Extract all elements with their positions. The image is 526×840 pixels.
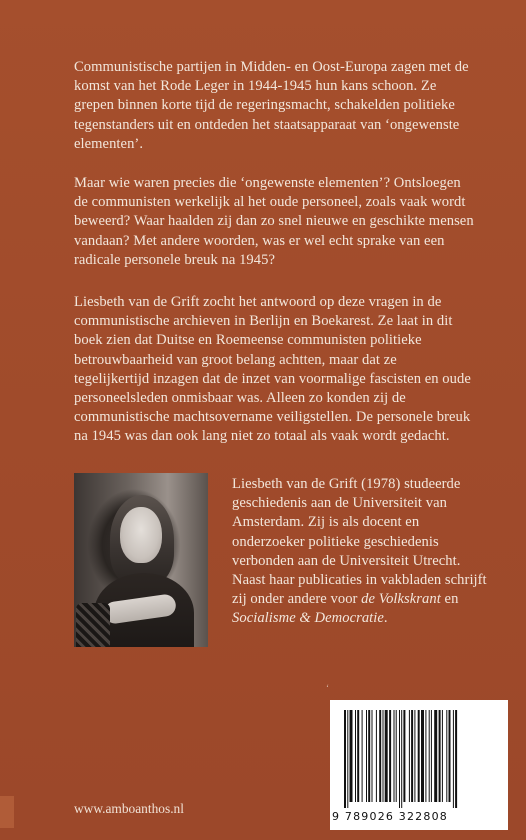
barcode-bar (399, 710, 400, 808)
barcode-bar (414, 710, 415, 802)
isbn-number: 9 789026 322808 (332, 810, 448, 823)
barcode-bar (389, 710, 391, 802)
barcode-bar (394, 710, 395, 802)
author-bio-outlet-2: Socialisme & Democratie (232, 610, 384, 627)
barcode-bar (425, 710, 426, 802)
barcode-bar (366, 710, 367, 802)
barcode-bar (431, 710, 432, 802)
decorative-mark: ‘ (326, 683, 329, 693)
author-bio (232, 475, 492, 629)
author-bio-end: . (383, 610, 388, 627)
barcode-bar (347, 710, 348, 808)
barcode-bar (439, 710, 441, 802)
blurb-paragraph-1: Communistische partijen in Midden- en Oost-Europa zagen met de komst van het Rode Leger in 1944-1945 hun kans schoon. Ze grepen binnen korte tijd de regeringsmacht, schakelden politieke tegenstanders uit en ontdeden het staatsapparaat van ‘ongewenste elementen’. (74, 59, 469, 152)
barcode-bar (455, 710, 457, 808)
blurb-paragraph-3: Liesbeth van de Grift zocht het antwoord op deze vragen in de communistische archieven in Berlijn en Boekarest. Ze laat in dit boek zien dat Duitse en Roemeense communisten politieke betrouwbaarheid van groot belang achtten, maar dat ze tegelijkertijd inzagen dat de inzet van voormalige fascisten en oude personeelsleden onmisbaar was. Alleen zo konden zij de communistische machtsovername veiligstellen. De personele breuk na 1945 was dan ook lang niet zo totaal als vaak wordt gedacht. (74, 294, 471, 445)
barcode-bar (357, 710, 359, 802)
author-photo-chair (76, 603, 110, 647)
barcode-bar (362, 710, 363, 802)
barcode-bar (442, 710, 443, 802)
author-bio-outlet-1: de Volkskrant (361, 591, 441, 608)
barcode-bar (383, 710, 384, 802)
barcode-bar (355, 710, 356, 802)
isbn-barcode (330, 700, 508, 830)
barcode-bar (453, 710, 454, 808)
barcode-bars (342, 710, 496, 808)
barcode-bar (344, 710, 346, 808)
barcode-bar (372, 710, 373, 802)
barcode-bar (434, 710, 437, 802)
author-bio-text: Liesbeth van de Grift (1978) studeerde geschiedenis aan de Universiteit van Amsterdam. Zij is als docent en onderzoeker politieke geschiedenis verbonden aan de Universiteit Utrecht. Naast haar publicaties in vakbladen schrijft zij onder andere voor (232, 476, 487, 608)
barcode-bar (421, 710, 424, 802)
barcode-bar (385, 710, 388, 802)
barcode-bar (376, 710, 377, 802)
author-photo (74, 473, 208, 647)
barcode-bar (403, 710, 405, 802)
author-photo-face (120, 507, 162, 563)
barcode-bar (418, 710, 420, 802)
barcode-bar (396, 710, 397, 802)
blurb-paragraph-2: Maar wie waren precies die ‘ongewenste elementen’? Ontsloegen de communisten werkelijk al het oude personeel, zoals vaak wordt beweerd? Waar haalden zij dan zo snel nieuwe en geschikte mensen vandaan? Met andere woorden, was er wel echt sprake van een radicale personele breuk na 1945? (74, 175, 474, 268)
barcode-bar (379, 710, 381, 802)
barcode-bar (409, 710, 410, 802)
publisher-website: www.amboanthos.nl (74, 801, 184, 816)
barcode-bar (401, 710, 402, 808)
barcode-bar (446, 710, 447, 802)
corner-mark (0, 796, 14, 828)
barcode-bar (411, 710, 413, 802)
barcode-bar (429, 710, 430, 802)
author-bio-joiner: en (440, 591, 459, 608)
barcode-bar (350, 710, 353, 802)
barcode-bar (368, 710, 370, 802)
barcode-bar (449, 710, 451, 802)
